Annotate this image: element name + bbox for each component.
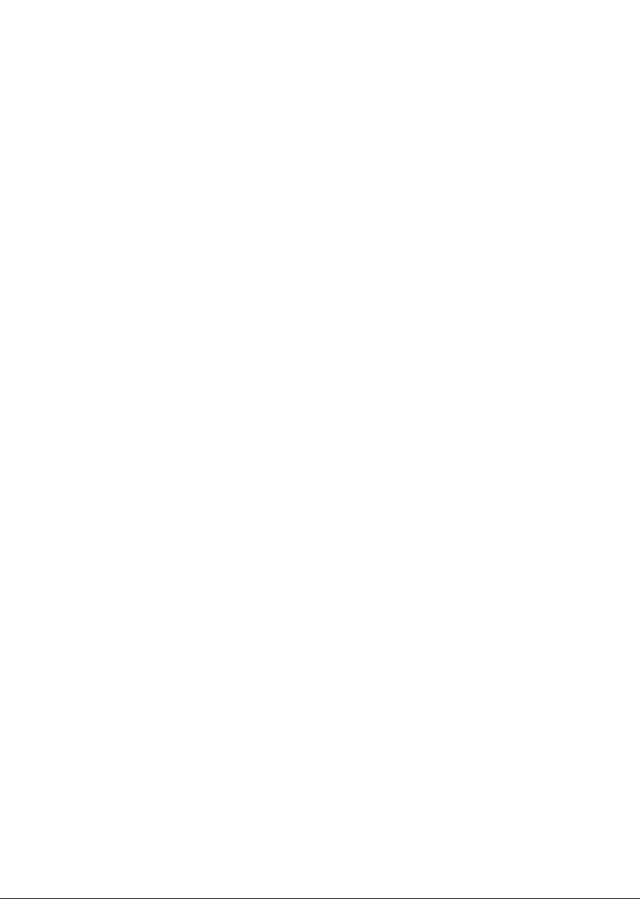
bottom-rule	[0, 898, 640, 899]
